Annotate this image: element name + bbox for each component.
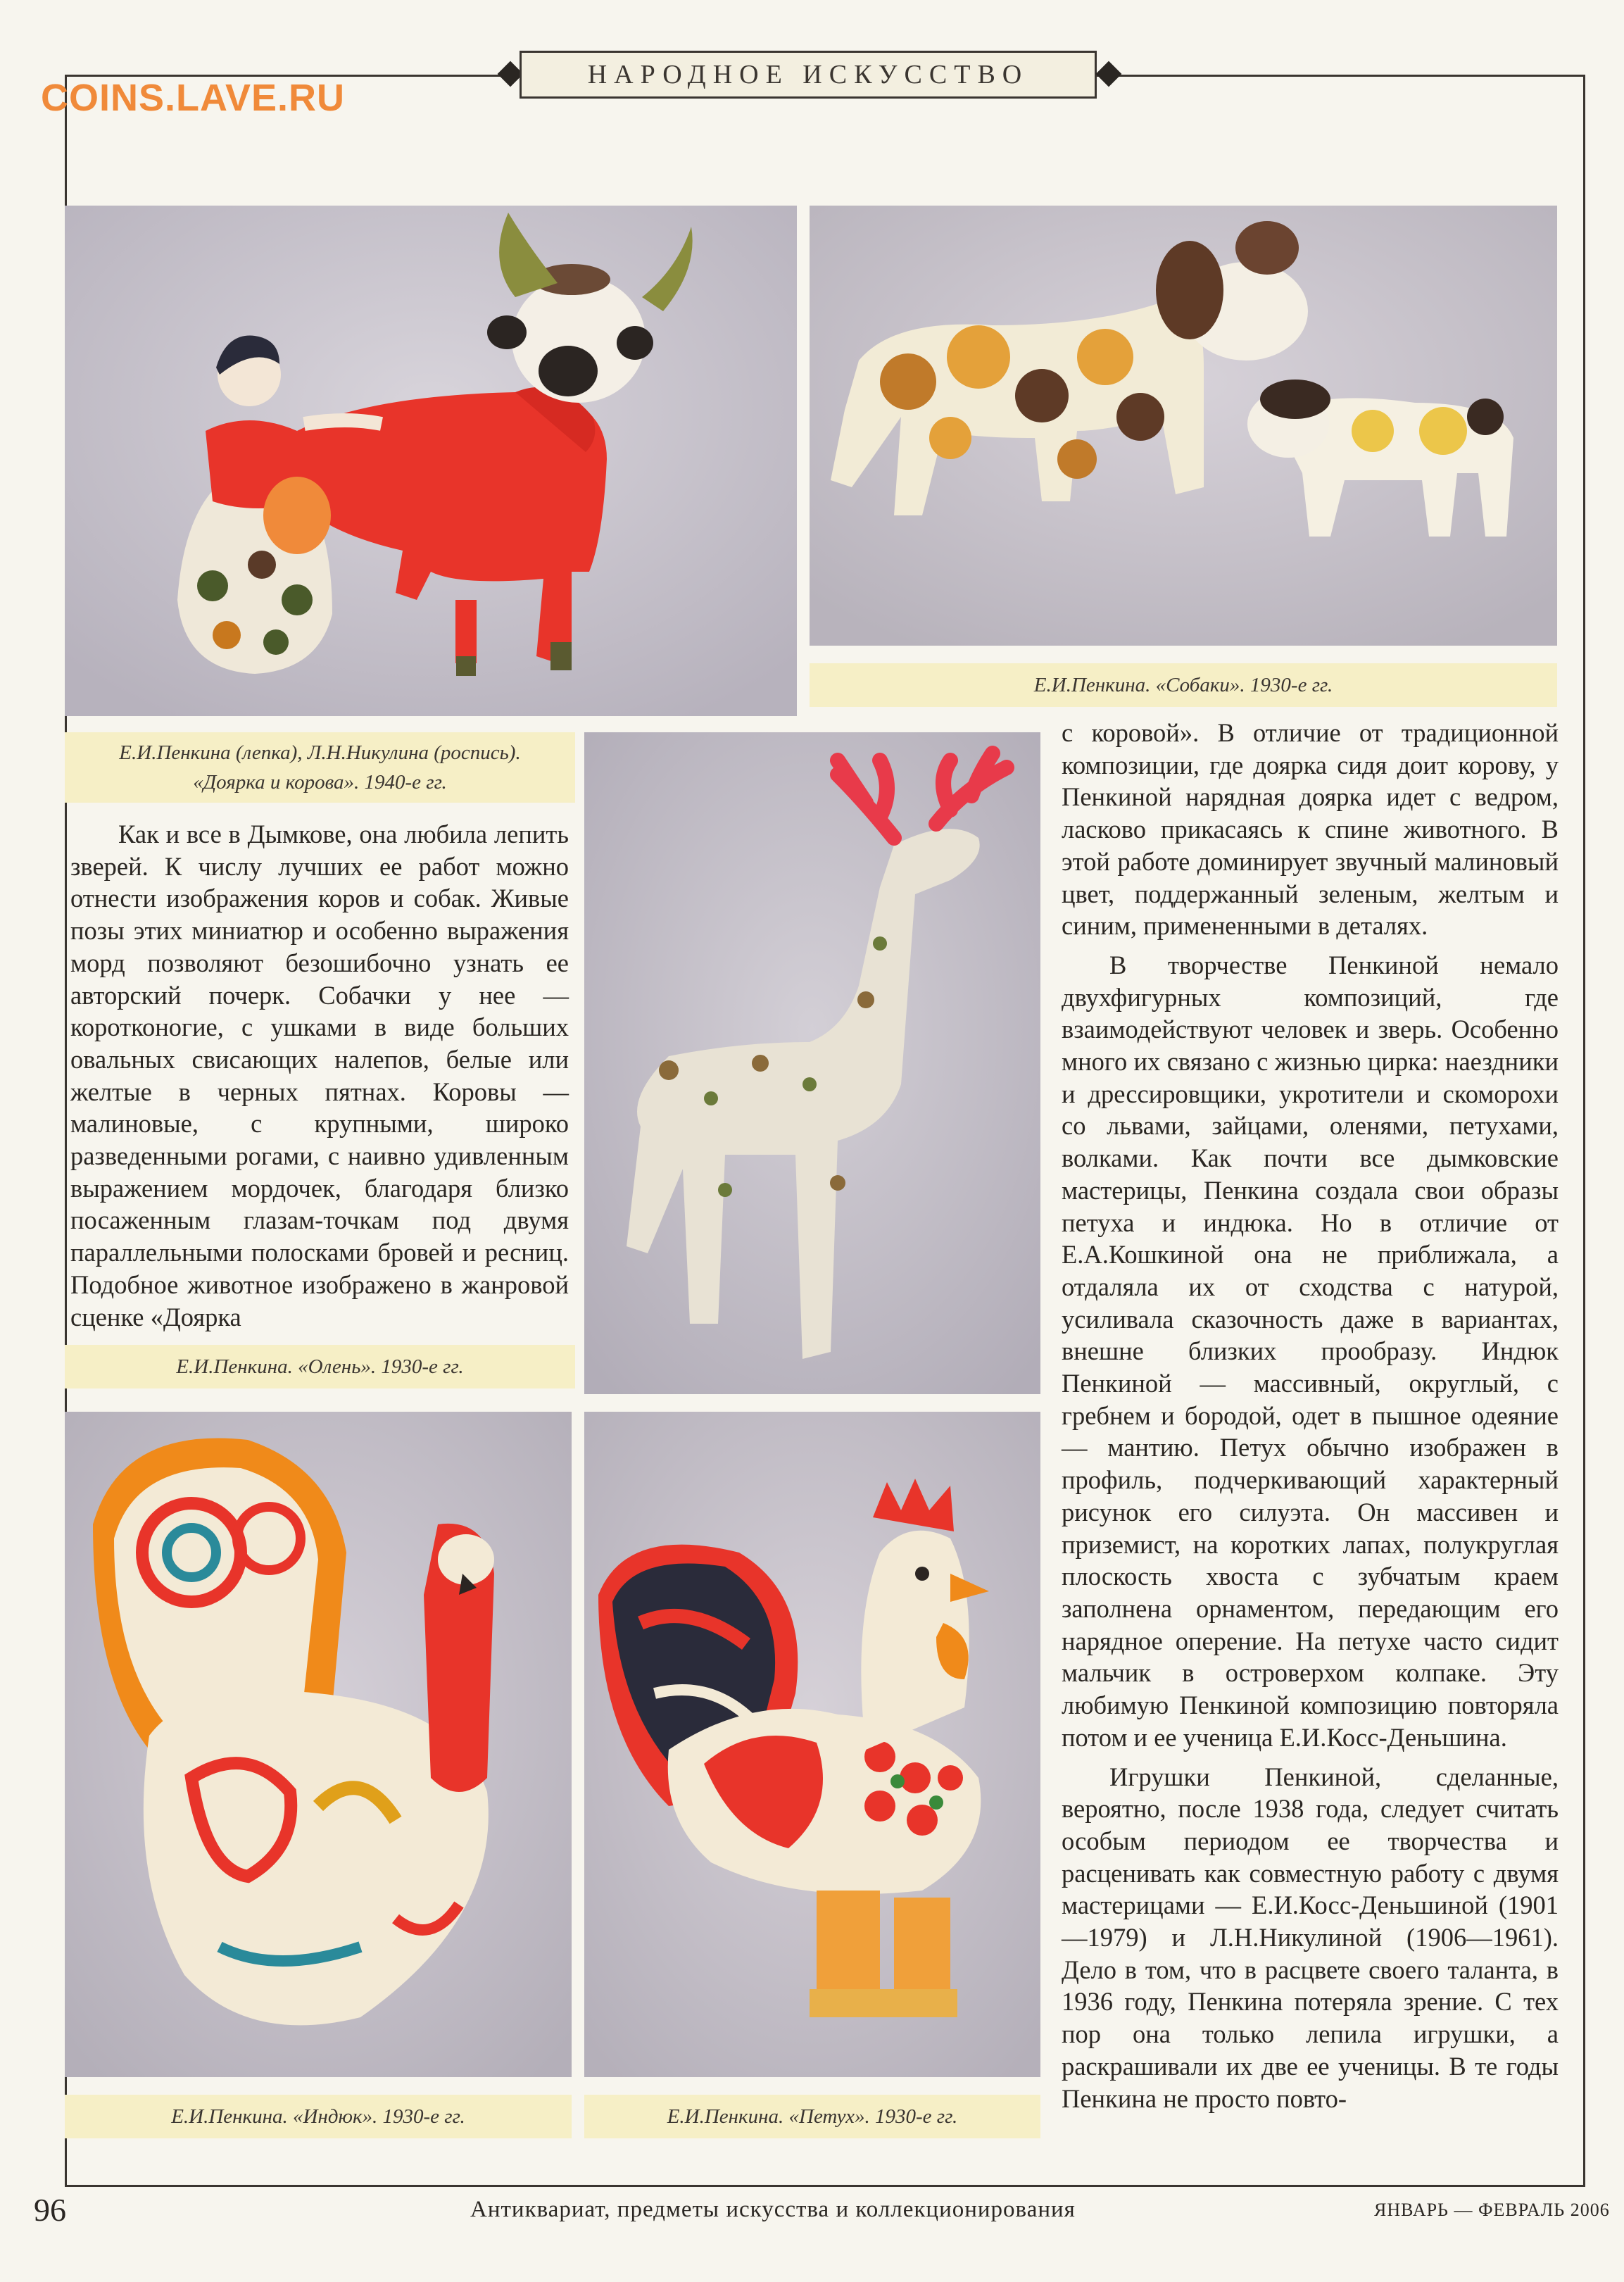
caption-milkmaid-line1: Е.И.Пенкина (лепка), Л.Н.Никулина (роспись). bbox=[119, 741, 521, 764]
caption-turkey bbox=[65, 2095, 572, 2138]
article-left-column bbox=[70, 818, 569, 1333]
article-paragraph: с коровой». В отличие от традиционной композиции, где доярка сидя доит корову, у Пенкиной нарядная доярка идет с ведром, ласково прикасаясь к спине животного. В этой работе доминирует звучный малиновый цвет, поддержанный зеленым, желтым и синим, примененными в деталях. bbox=[1062, 718, 1559, 941]
page-number: 96 bbox=[34, 2192, 66, 2228]
site-watermark: COINS.LAVE.RU bbox=[41, 77, 346, 119]
caption-deer bbox=[65, 1345, 575, 1388]
photo-rooster bbox=[584, 1412, 1040, 2077]
caption-rooster bbox=[584, 2095, 1040, 2138]
article-paragraph: Игрушки Пенкиной, сделанные, вероятно, после 1938 года, следует считать особым периодом ее творчества и расценивать как совместную работу с двумя мастерицами — Е.И.Косс-Деньшиной (1901—1979) и Л.Н.Никулиной (1906—1961). Дело в том, что в расцвете своего таланта, в 1936 году, Пенкина потеряла зрение. С тех пор она только лепила игрушки, а раскрашивали их две ее ученицы. В те годы Пенкина не просто повто- bbox=[1062, 1762, 1559, 2113]
caption-milkmaid-and-cow bbox=[65, 732, 575, 803]
article-paragraph: Как и все в Дымкове, она любила лепить зверей. К числу лучших ее работ можно отнести изображения коров и собак. Живые позы этих миниатюр и особенно выражения морд позволяют безошибочно узнать ее авторский почерк. Собачки у нее — коротконогие, с ушками в виде больших овальных свисающих налепов, белые или желтые в черных пятнах. Коровы — малиновые, с крупными, широко разведенными рогами, с наивно удивленным выражением мордочек, благодаря близко посаженным глазам-точкам под двумя параллельными полосками бровей и ресниц. Подобное животное изображено в жанровой сценке «Доярка bbox=[70, 820, 569, 1331]
photo-dogs bbox=[810, 206, 1557, 646]
caption-rooster-text: Е.И.Пенкина. «Петух». 1930-е гг. bbox=[667, 2105, 958, 2128]
magazine-title: Антиквариат, предметы искусства и коллекционирования bbox=[470, 2197, 1076, 2222]
issue-date: ЯНВАРЬ — ФЕВРАЛЬ 2006 bbox=[1374, 2200, 1610, 2220]
caption-milkmaid-line2: «Доярка и корова». 1940-е гг. bbox=[193, 771, 447, 794]
caption-deer-text: Е.И.Пенкина. «Олень». 1930-е гг. bbox=[176, 1355, 464, 1378]
caption-turkey-text: Е.И.Пенкина. «Индюк». 1930-е гг. bbox=[171, 2105, 465, 2128]
photo-milkmaid-and-cow bbox=[65, 206, 797, 716]
caption-dogs bbox=[810, 663, 1557, 707]
photo-deer bbox=[584, 732, 1040, 1394]
article-right-column bbox=[1062, 717, 1559, 2114]
section-title: НАРОДНОЕ ИСКУССТВО bbox=[587, 60, 1029, 89]
caption-dogs-text: Е.И.Пенкина. «Собаки». 1930-е гг. bbox=[1033, 673, 1333, 696]
photo-turkey bbox=[65, 1412, 572, 2077]
article-paragraph: В творчестве Пенкиной немало двухфигурных композиций, где взаимодействуют человек и зверь. Особенно много их связано с жизнью цирка: наездники и дрессировщики, укротители и скоморохи со львами, зайцами, оленями, петухами, волками. Как почти все дымковские мастерицы, Пенкина создала свои образы петуха и индюка. Но в отличие от Е.А.Кошкиной она не приближала, а отдаляла их от сходства с натурой, усиливала сказочность даже в вариантах, внешне близких прообразу. Индюк Пенкиной — массивный, округлый, с гребнем и бородой, одет в пышное одеяние — мантию. Петух обычно изображен в профиль, подчеркивающий характерный рисунок его силуэта. Он массивен и приземист, на коротких лапах, полукруглая плоскость хвоста с зубчатым краем заполнена орнаментом, передающим его нарядное оперение. На петухе часто сидит мальчик в островерхом колпаке. Эту любимую Пенкиной композицию повторяла потом и ее ученица Е.И.Косс-Деньшина. bbox=[1062, 950, 1559, 1752]
section-header bbox=[520, 51, 1097, 99]
